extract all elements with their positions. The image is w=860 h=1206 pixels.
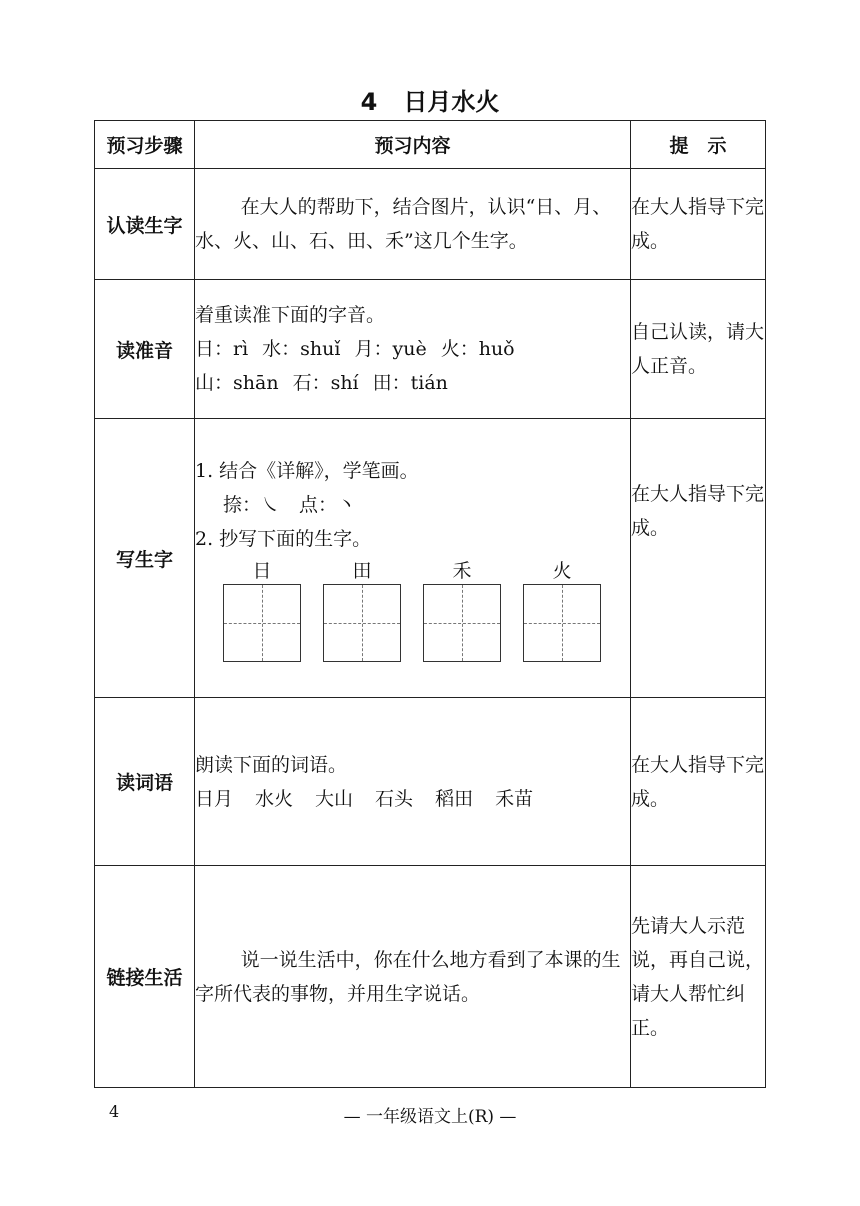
word-item: 稻田 [435,787,474,810]
tip-text: 在大人指导下完成。 [631,169,766,280]
instruction-line: 2. 抄写下面的生字。 [195,528,372,550]
pinyin-item: 田：tián [372,372,448,394]
step-label: 认读生字 [95,169,195,280]
word-item: 水火 [255,787,294,810]
tip-text: 在大人指导下完成。 [631,698,766,866]
step-label: 读准音 [95,280,195,419]
header-content: 预习内容 [195,121,631,169]
pinyin-item: 水：shuǐ [262,338,341,360]
lesson-title [0,82,860,117]
pinyin-item: 石：shí [292,372,359,394]
pinyin-item: 山：shān [195,372,279,394]
word-item: 大山 [315,787,354,810]
word-item: 石头 [375,787,414,810]
copy-char: 火 [552,560,572,582]
writing-grid-box[interactable] [423,584,501,662]
lesson-number: 4 [360,88,378,116]
content-text: 说一说生活中，你在什么地方看到了本课的生字所代表的事物，并用生字说话。 [195,948,621,1005]
tip-text: 在大人指导下完成。 [631,419,766,698]
table-row [95,280,766,419]
content-intro: 朗读下面的词语。 [195,753,348,776]
tip-text: 自己认读，请大人正音。 [631,280,766,419]
content-intro: 着重读准下面的字音。 [195,304,386,326]
content-cell [195,866,631,1088]
tip-text: 先请大人示范说，再自己说，请大人帮忙纠正。 [631,866,766,1088]
step-label: 写生字 [95,419,195,698]
table-row [95,698,766,866]
instruction-line: 1. 结合《详解》，学笔画。 [195,460,419,482]
word-list [195,782,630,816]
step-label: 读词语 [95,698,195,866]
copy-char: 田 [352,560,372,582]
pinyin-item: 月：yuè [354,338,427,360]
page-number: 4 [109,1102,120,1121]
pinyin-item: 日：rì [195,338,249,360]
copy-char: 禾 [452,560,472,582]
word-item: 日月 [195,787,234,810]
book-title: — 一年级语文上(R) — [343,1107,517,1127]
lesson-name: 日月水火 [403,88,500,116]
table-row [95,169,766,280]
table-row [95,866,766,1088]
writing-grid-box[interactable] [223,584,301,662]
header-row [95,121,766,169]
header-step: 预习步骤 [95,121,195,169]
content-cell [195,280,631,419]
copy-char: 日 [252,560,272,582]
stroke-line: 捺：㇏ 点：丶 [223,494,357,516]
step-label: 链接生活 [95,866,195,1088]
content-cell [195,698,631,866]
writing-grid-box[interactable] [523,584,601,662]
preview-table [94,120,766,1088]
pinyin-item: 火：huǒ [440,338,515,360]
content-cell [195,169,631,280]
writing-grid-row [223,558,630,662]
word-item: 禾苗 [495,787,534,810]
content-text: 在大人的帮助下，结合图片，认识“日、月、水、火、山、石、田、禾”这几个生字。 [195,196,612,252]
header-tip: 提 示 [631,121,766,169]
table-row [95,419,766,698]
content-cell [195,419,631,698]
writing-grid-box[interactable] [323,584,401,662]
